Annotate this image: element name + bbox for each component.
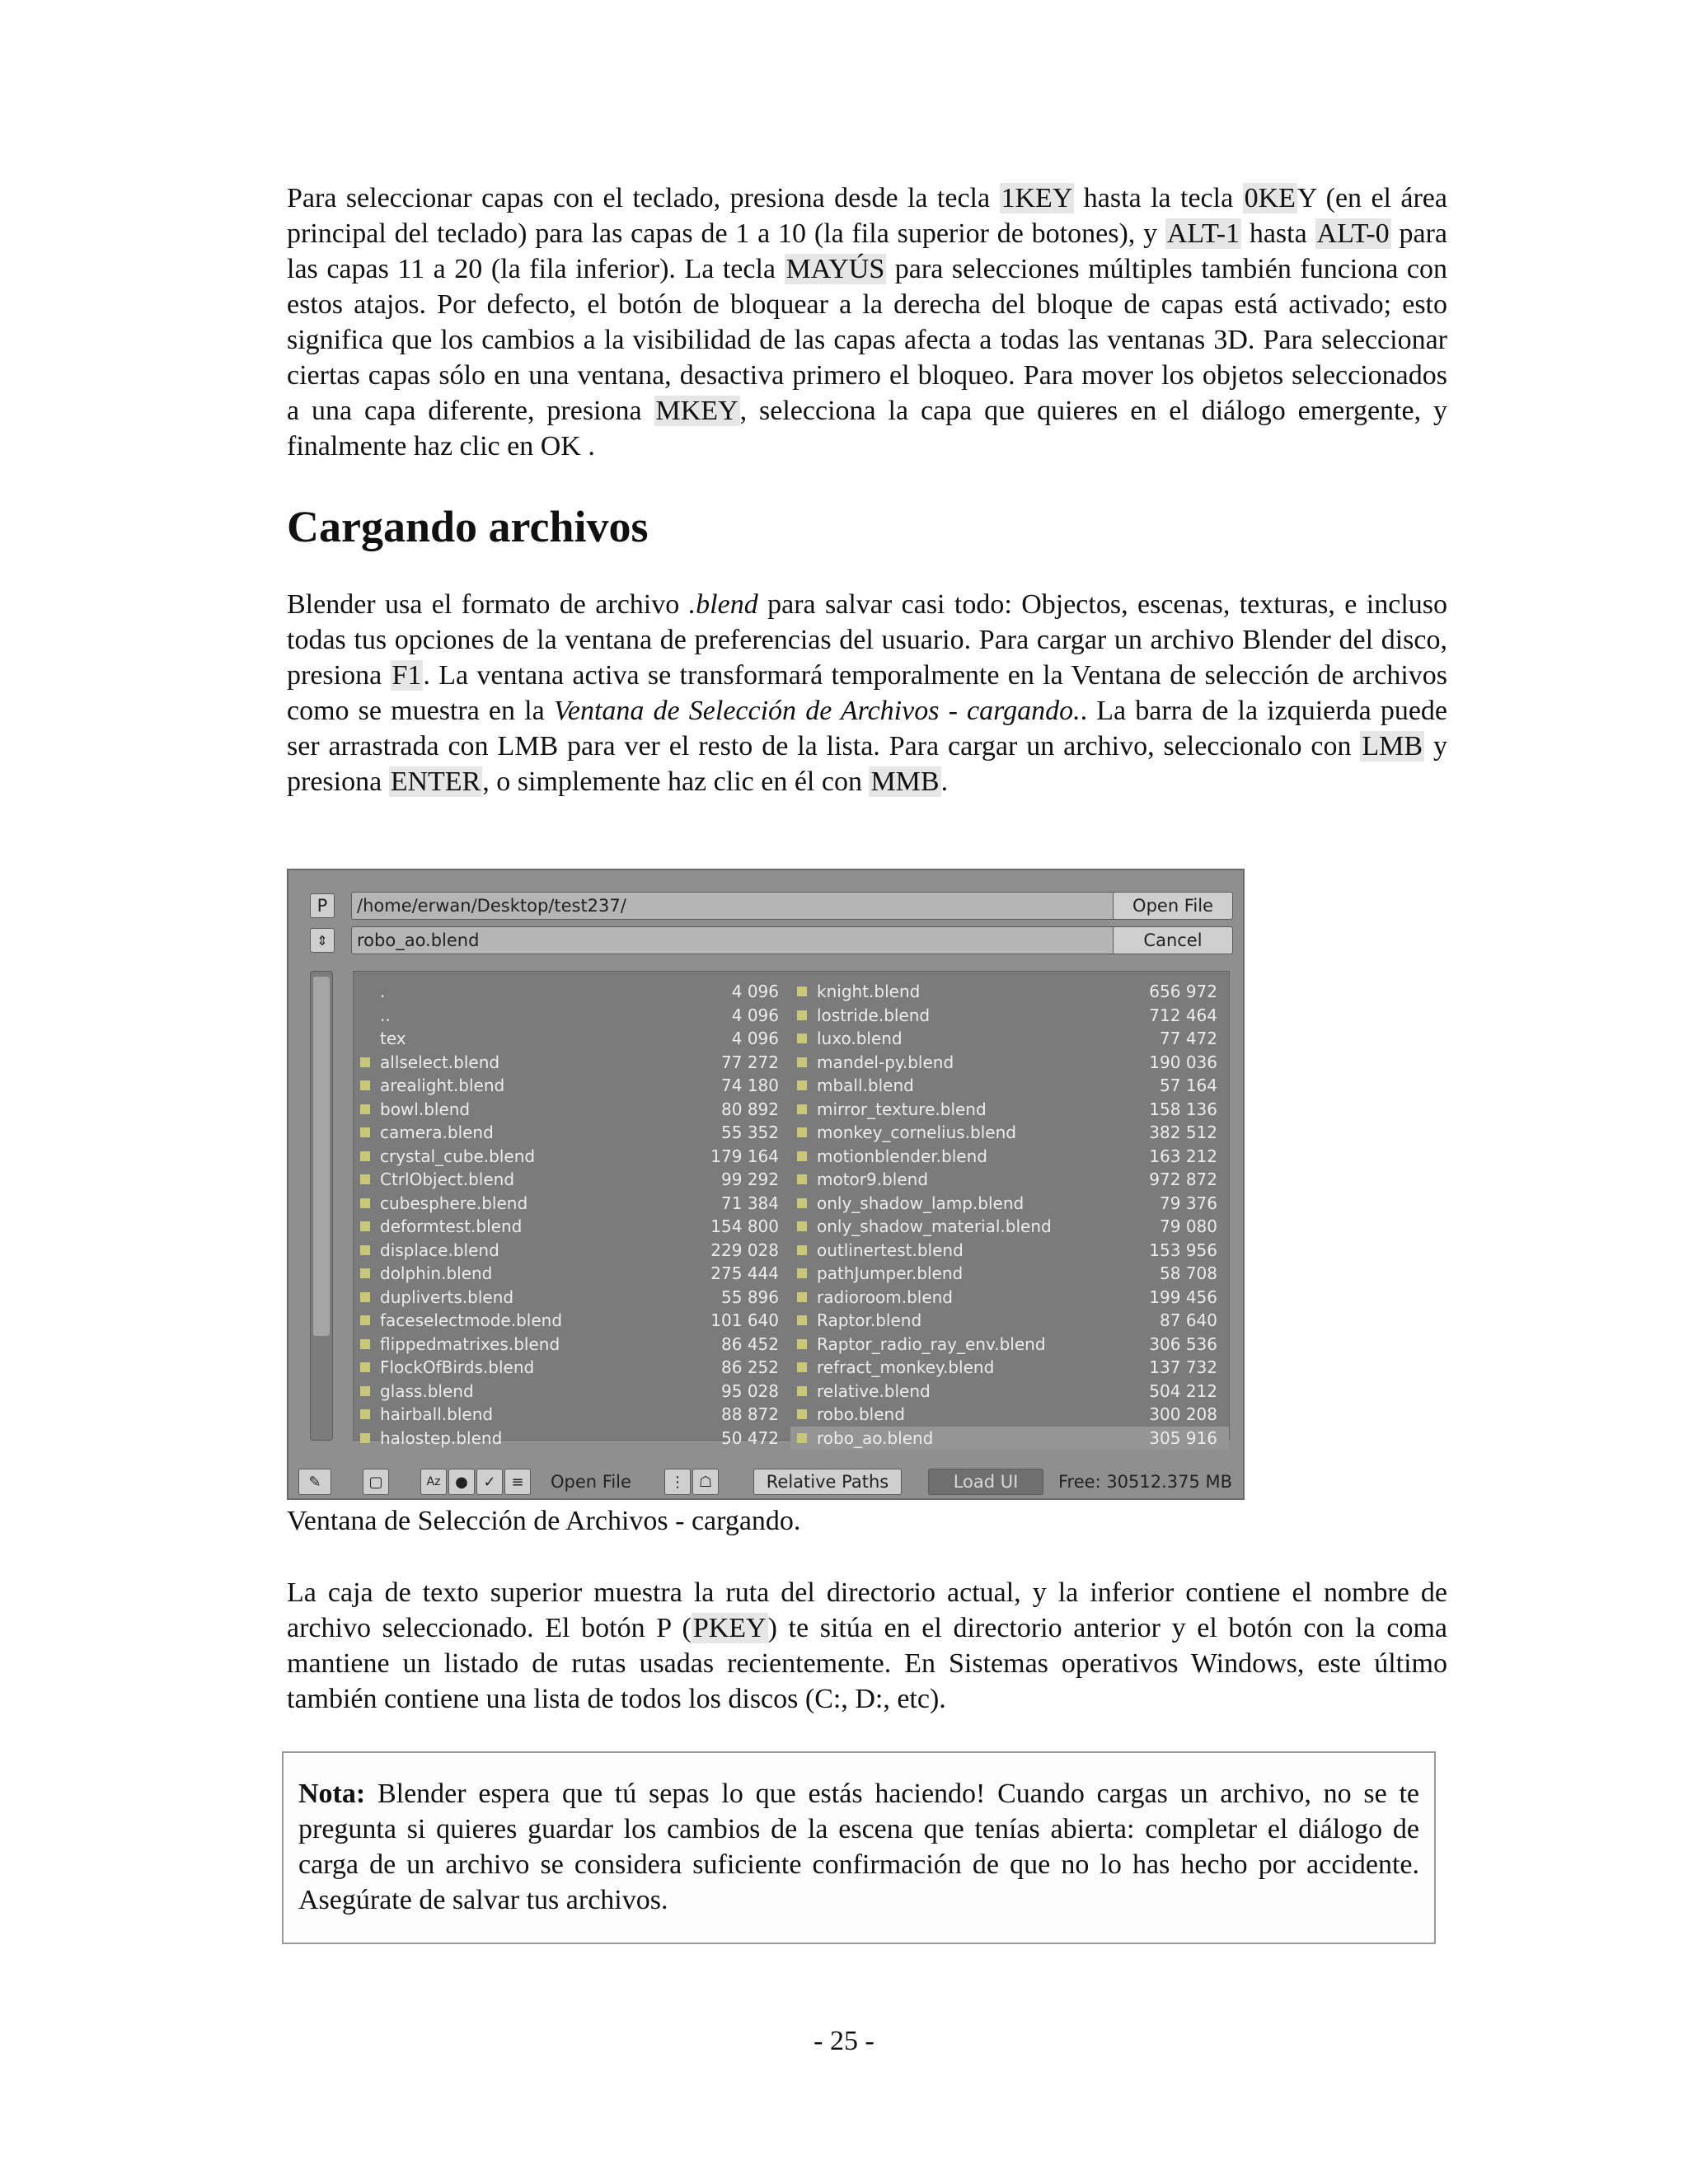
fullscreen-icon[interactable]: ▢ bbox=[363, 1469, 389, 1495]
file-name: motionblender.blend bbox=[817, 1146, 987, 1166]
blend-file-icon bbox=[360, 1245, 370, 1255]
file-name: flippedmatrixes.blend bbox=[380, 1333, 560, 1354]
file-row[interactable] bbox=[354, 1262, 790, 1286]
file-name: arealight.blend bbox=[380, 1076, 505, 1096]
file-name: Raptor.blend bbox=[817, 1310, 922, 1331]
italic-text: .blend bbox=[688, 589, 758, 620]
blend-file-icon bbox=[360, 1221, 370, 1231]
ghost-icon[interactable]: ☖ bbox=[692, 1469, 719, 1495]
blend-file-icon bbox=[797, 1198, 807, 1208]
file-size: 79 376 bbox=[1160, 1193, 1217, 1213]
file-name: .. bbox=[380, 1005, 391, 1025]
folder-spacer bbox=[360, 987, 370, 996]
file-row[interactable] bbox=[790, 1074, 1229, 1098]
blend-file-icon bbox=[797, 1362, 807, 1372]
recent-dirs-button[interactable]: ⇕ bbox=[310, 928, 335, 953]
blend-file-icon bbox=[797, 987, 807, 996]
file-row[interactable] bbox=[354, 1051, 790, 1075]
file-row[interactable] bbox=[354, 1004, 790, 1028]
file-row[interactable] bbox=[354, 1309, 790, 1333]
file-name: luxo.blend bbox=[817, 1029, 903, 1049]
file-size: 504 212 bbox=[1149, 1380, 1217, 1401]
key-0key: 0KE bbox=[1244, 183, 1296, 213]
file-size: 80 892 bbox=[721, 1099, 779, 1119]
sort-size-icon[interactable]: ✓ bbox=[476, 1469, 503, 1495]
blend-file-icon bbox=[360, 1080, 370, 1090]
figure-caption: Ventana de Selección de Archivos - cargando. bbox=[287, 1506, 801, 1536]
blend-file-icon bbox=[360, 1268, 370, 1278]
text: para selecciones múltiples también funciona con estos atajos. Por defecto, el botón de bloquear a la derecha del bloque de capas está activado; esto significa que los cambios a la visibilidad de las capas afecta a todas las ventanas 3D. Para seleccionar ciertas capas sólo en una ventana, desactiva primero el bloqueo. Para mover los objetos seleccionados a una capa diferente, presiona bbox=[287, 254, 1447, 426]
blend-file-icon bbox=[797, 1174, 807, 1184]
key-mkey: MKEY bbox=[655, 396, 738, 426]
file-size: 712 464 bbox=[1149, 1005, 1217, 1025]
blend-file-icon bbox=[360, 1292, 370, 1302]
file-row[interactable] bbox=[354, 1239, 790, 1263]
file-name: robo.blend bbox=[817, 1404, 905, 1425]
file-row[interactable] bbox=[790, 1239, 1229, 1263]
file-size: 972 872 bbox=[1149, 1169, 1217, 1190]
file-name: outlinertest.blend bbox=[817, 1240, 964, 1260]
file-name: radioroom.blend bbox=[817, 1286, 953, 1307]
file-row[interactable] bbox=[354, 1098, 790, 1122]
file-name: hairball.blend bbox=[380, 1404, 494, 1425]
file-name: dupliverts.blend bbox=[380, 1286, 514, 1307]
window-type-icon[interactable]: ✎ bbox=[298, 1469, 331, 1495]
folder-spacer bbox=[360, 1033, 370, 1043]
file-size: 158 136 bbox=[1149, 1099, 1217, 1119]
blend-file-icon bbox=[360, 1104, 370, 1114]
blend-file-icon bbox=[797, 1010, 807, 1020]
file-size: 229 028 bbox=[710, 1240, 779, 1260]
sort-alpha-icon[interactable]: Az bbox=[420, 1469, 447, 1495]
file-size: 4 096 bbox=[731, 1005, 779, 1025]
blend-file-icon bbox=[360, 1362, 370, 1372]
file-list-scrollbar[interactable] bbox=[310, 971, 333, 1441]
file-size: 137 732 bbox=[1149, 1357, 1217, 1378]
text: ) te sitúa en el directorio anterior y el botón con la coma mantiene un listado de rutas usadas recientemente. En Sistemas operativos Windows, este último también contiene una lista de todos los discos (C:, D:, etc). bbox=[287, 1613, 1447, 1714]
file-window-toolbar bbox=[288, 1465, 1243, 1498]
file-column-right bbox=[790, 980, 1229, 1450]
sort-time-icon[interactable]: ● bbox=[448, 1469, 475, 1495]
file-size: 71 384 bbox=[721, 1193, 779, 1213]
file-size: 50 472 bbox=[721, 1427, 779, 1448]
file-row[interactable] bbox=[354, 1192, 790, 1216]
file-name: allselect.blend bbox=[380, 1052, 500, 1072]
file-row[interactable] bbox=[354, 1333, 790, 1357]
blend-file-icon bbox=[797, 1409, 807, 1419]
directory-path-field[interactable]: /home/erwan/Desktop/test237/ bbox=[351, 892, 1118, 920]
file-name: refract_monkey.blend bbox=[817, 1357, 995, 1378]
key-1key: 1KEY bbox=[1001, 183, 1073, 213]
file-size: 305 916 bbox=[1149, 1427, 1217, 1448]
blend-file-icon bbox=[360, 1315, 370, 1325]
text: hasta bbox=[1241, 218, 1315, 249]
info-icon[interactable]: ⋮ bbox=[664, 1469, 691, 1495]
text: Y (en el área principal del teclado) para las capas de 1 a 10 (la fila superior de botones), y bbox=[287, 183, 1447, 249]
file-name: mball.blend bbox=[817, 1076, 914, 1096]
file-row[interactable] bbox=[790, 1051, 1229, 1075]
load-ui-button[interactable]: Load UI bbox=[928, 1469, 1043, 1495]
blender-file-window bbox=[287, 869, 1245, 1500]
file-row[interactable] bbox=[354, 1286, 790, 1310]
key-f1: F1 bbox=[392, 660, 422, 691]
note-text bbox=[298, 1776, 1419, 1918]
file-row[interactable] bbox=[790, 1356, 1229, 1380]
file-name: cubesphere.blend bbox=[380, 1193, 528, 1213]
file-row[interactable] bbox=[354, 1380, 790, 1404]
file-name: relative.blend bbox=[817, 1380, 931, 1401]
file-size: 99 292 bbox=[721, 1169, 779, 1190]
section-heading: Cargando archivos bbox=[287, 502, 649, 551]
blend-file-icon bbox=[797, 1057, 807, 1067]
paragraph-loading bbox=[287, 587, 1447, 799]
blend-file-icon bbox=[797, 1386, 807, 1396]
blend-file-icon bbox=[797, 1268, 807, 1278]
file-size: 57 164 bbox=[1160, 1076, 1217, 1096]
scrollbar-thumb[interactable] bbox=[313, 977, 330, 1336]
sort-extension-icon[interactable]: ≡ bbox=[504, 1469, 531, 1495]
file-size: 55 896 bbox=[721, 1286, 779, 1307]
file-size: 306 536 bbox=[1149, 1333, 1217, 1354]
file-column-left bbox=[354, 980, 790, 1450]
file-size: 95 028 bbox=[721, 1380, 779, 1401]
file-size: 55 352 bbox=[721, 1122, 779, 1143]
file-row[interactable] bbox=[790, 1145, 1229, 1169]
file-name: lostride.blend bbox=[817, 1005, 931, 1025]
file-name: displace.blend bbox=[380, 1240, 499, 1260]
text: . La barra de la izquierda puede ser arrastrada con LMB para ver el resto de la lista. Para cargar un archivo, seleccionalo con bbox=[287, 696, 1448, 762]
file-name: . bbox=[380, 982, 386, 1002]
blend-file-icon bbox=[797, 1315, 807, 1325]
blend-file-icon bbox=[797, 1339, 807, 1349]
blend-file-icon bbox=[360, 1057, 370, 1067]
blend-file-icon bbox=[797, 1433, 807, 1443]
text: para las capas 11 a 20 (la fila inferior). La tecla bbox=[287, 218, 1447, 284]
filename-field[interactable]: robo_ao.blend bbox=[351, 926, 1118, 954]
file-size: 153 956 bbox=[1149, 1240, 1217, 1260]
open-file-label: Open File bbox=[551, 1472, 631, 1492]
file-name: bowl.blend bbox=[380, 1099, 471, 1119]
parent-dir-button[interactable]: P bbox=[310, 893, 335, 918]
file-name: CtrlObject.blend bbox=[380, 1169, 515, 1190]
file-row[interactable] bbox=[790, 1427, 1229, 1451]
file-name: faceselectmode.blend bbox=[380, 1310, 563, 1331]
paragraph-description bbox=[287, 1575, 1447, 1717]
blend-file-icon bbox=[360, 1433, 370, 1443]
file-row[interactable] bbox=[790, 1004, 1229, 1028]
file-row[interactable] bbox=[790, 1192, 1229, 1216]
file-size: 58 708 bbox=[1160, 1263, 1217, 1284]
blend-file-icon bbox=[360, 1339, 370, 1349]
file-row[interactable] bbox=[790, 1027, 1229, 1051]
key-lmb: LMB bbox=[1362, 731, 1423, 762]
file-size: 163 212 bbox=[1149, 1146, 1217, 1166]
text: La caja de texto superior muestra la ruta del directorio actual, y la inferior contiene el nombre de archivo seleccionado. El botón P ( bbox=[287, 1577, 1447, 1643]
file-name: mirror_texture.blend bbox=[817, 1099, 987, 1119]
file-row[interactable] bbox=[354, 980, 790, 1004]
blend-file-icon bbox=[797, 1127, 807, 1137]
file-size: 179 164 bbox=[710, 1146, 779, 1166]
blend-file-icon bbox=[360, 1151, 370, 1161]
text: hasta la tecla bbox=[1074, 183, 1243, 213]
blend-file-icon bbox=[797, 1292, 807, 1302]
italic-text: Ventana de Selección de Archivos - cargando. bbox=[553, 696, 1081, 726]
file-name: deformtest.blend bbox=[380, 1216, 523, 1237]
key-alt-0: ALT-0 bbox=[1316, 218, 1390, 249]
file-name: monkey_cornelius.blend bbox=[817, 1122, 1016, 1143]
file-row[interactable] bbox=[790, 1380, 1229, 1404]
file-row[interactable] bbox=[354, 1215, 790, 1239]
file-size: 79 080 bbox=[1160, 1216, 1217, 1237]
file-row[interactable] bbox=[354, 1027, 790, 1051]
file-name: halostep.blend bbox=[380, 1427, 503, 1448]
file-name: dolphin.blend bbox=[380, 1263, 493, 1284]
file-name: tex bbox=[380, 1029, 406, 1049]
file-size: 300 208 bbox=[1149, 1404, 1217, 1425]
file-name: camera.blend bbox=[380, 1122, 494, 1143]
file-name: glass.blend bbox=[380, 1380, 474, 1401]
file-name: only_shadow_lamp.blend bbox=[817, 1193, 1025, 1213]
blend-file-icon bbox=[360, 1386, 370, 1396]
file-size: 190 036 bbox=[1149, 1052, 1217, 1072]
file-size: 101 640 bbox=[710, 1310, 779, 1331]
file-size: 154 800 bbox=[710, 1216, 779, 1237]
text: , selecciona la capa que quieres en el diálogo emergente, y finalmente haz clic en OK . bbox=[287, 396, 1447, 462]
file-row[interactable] bbox=[790, 1121, 1229, 1145]
file-name: Raptor_radio_ray_env.blend bbox=[817, 1333, 1046, 1354]
free-space-readout: Free: 30512.375 MB bbox=[1058, 1472, 1233, 1492]
text: . La ventana activa se transformará temporalmente en la Ventana de selección de archivos como se muestra en la bbox=[287, 660, 1447, 726]
text: Para seleccionar capas con el teclado, presiona desde la tecla bbox=[287, 183, 1000, 213]
file-size: 86 452 bbox=[721, 1333, 779, 1354]
key-mmb: MMB bbox=[870, 766, 940, 797]
file-name: only_shadow_material.blend bbox=[817, 1216, 1052, 1237]
file-list bbox=[353, 971, 1230, 1448]
file-row[interactable] bbox=[790, 1168, 1229, 1192]
file-size: 275 444 bbox=[710, 1263, 779, 1284]
blend-file-icon bbox=[797, 1033, 807, 1043]
blend-file-icon bbox=[360, 1198, 370, 1208]
file-name: crystal_cube.blend bbox=[380, 1146, 536, 1166]
file-size: 656 972 bbox=[1149, 982, 1217, 1002]
note-body: Blender espera que tú sepas lo que estás haciendo! Cuando cargas un archivo, no se te pregunta si quieres guardar los cambios de la escena que tenías abierta: completar el diálogo de carga de un archivo se considera suficiente confirmación de que no lo has hecho por accidente. Asegúrate de salvar tus archivos. bbox=[298, 1779, 1419, 1915]
file-row[interactable] bbox=[354, 1145, 790, 1169]
file-row[interactable] bbox=[354, 1121, 790, 1145]
file-row[interactable] bbox=[354, 1168, 790, 1192]
file-row[interactable] bbox=[354, 1427, 790, 1451]
file-name: FlockOfBirds.blend bbox=[380, 1357, 535, 1378]
file-size: 87 640 bbox=[1160, 1310, 1217, 1331]
blend-file-icon bbox=[360, 1174, 370, 1184]
file-size: 199 456 bbox=[1149, 1286, 1217, 1307]
file-row[interactable] bbox=[354, 1356, 790, 1380]
blend-file-icon bbox=[797, 1080, 807, 1090]
file-name: mandel-py.blend bbox=[817, 1052, 954, 1072]
key-pkey: PKEY bbox=[692, 1613, 767, 1643]
blend-file-icon bbox=[360, 1409, 370, 1419]
key-mayus: MAYÚS bbox=[785, 254, 885, 284]
file-size: 4 096 bbox=[731, 982, 779, 1002]
file-name: motor9.blend bbox=[817, 1169, 929, 1190]
note-label: Nota: bbox=[298, 1779, 366, 1809]
file-name: pathJumper.blend bbox=[817, 1263, 964, 1284]
file-size: 382 512 bbox=[1149, 1122, 1217, 1143]
note-box bbox=[282, 1751, 1436, 1944]
key-enter: ENTER bbox=[390, 766, 481, 797]
file-row[interactable] bbox=[790, 1333, 1229, 1357]
relative-paths-button[interactable]: Relative Paths bbox=[753, 1469, 902, 1495]
file-size: 77 272 bbox=[721, 1052, 779, 1072]
file-size: 88 872 bbox=[721, 1404, 779, 1425]
text: , o simplemente haz clic en él con bbox=[482, 766, 870, 797]
blend-file-icon bbox=[797, 1151, 807, 1161]
open-file-button[interactable]: Open File bbox=[1113, 892, 1233, 920]
text: Blender usa el formato de archivo bbox=[287, 589, 689, 620]
file-row[interactable] bbox=[354, 1074, 790, 1098]
file-name: robo_ao.blend bbox=[817, 1427, 934, 1448]
file-size: 74 180 bbox=[721, 1076, 779, 1096]
file-row[interactable] bbox=[790, 1403, 1229, 1427]
blend-file-icon bbox=[797, 1221, 807, 1231]
text: para salvar casi todo: Objectos, escenas, texturas, e incluso todas tus opciones de la ventana de preferencias del usuario. Para cargar un archivo Blender del disco, presiona bbox=[287, 589, 1448, 691]
file-row[interactable] bbox=[790, 1262, 1229, 1286]
text: y presiona bbox=[287, 731, 1447, 797]
blend-file-icon bbox=[797, 1104, 807, 1114]
file-name: knight.blend bbox=[817, 982, 921, 1002]
file-size: 77 472 bbox=[1160, 1029, 1217, 1049]
folder-spacer bbox=[360, 1010, 370, 1020]
file-row[interactable] bbox=[790, 980, 1229, 1004]
blend-file-icon bbox=[797, 1245, 807, 1255]
file-size: 86 252 bbox=[721, 1357, 779, 1378]
file-row[interactable] bbox=[354, 1403, 790, 1427]
blend-file-icon bbox=[360, 1127, 370, 1137]
file-size: 4 096 bbox=[731, 1029, 779, 1049]
key-alt-1: ALT-1 bbox=[1166, 218, 1240, 249]
paragraph-layers bbox=[287, 180, 1447, 464]
file-row[interactable] bbox=[790, 1215, 1229, 1239]
file-row[interactable] bbox=[790, 1098, 1229, 1122]
page-number: - 25 - bbox=[814, 2026, 874, 2056]
cancel-button[interactable]: Cancel bbox=[1113, 926, 1233, 954]
file-row[interactable] bbox=[790, 1309, 1229, 1333]
text: . bbox=[940, 766, 949, 797]
file-row[interactable] bbox=[790, 1286, 1229, 1310]
